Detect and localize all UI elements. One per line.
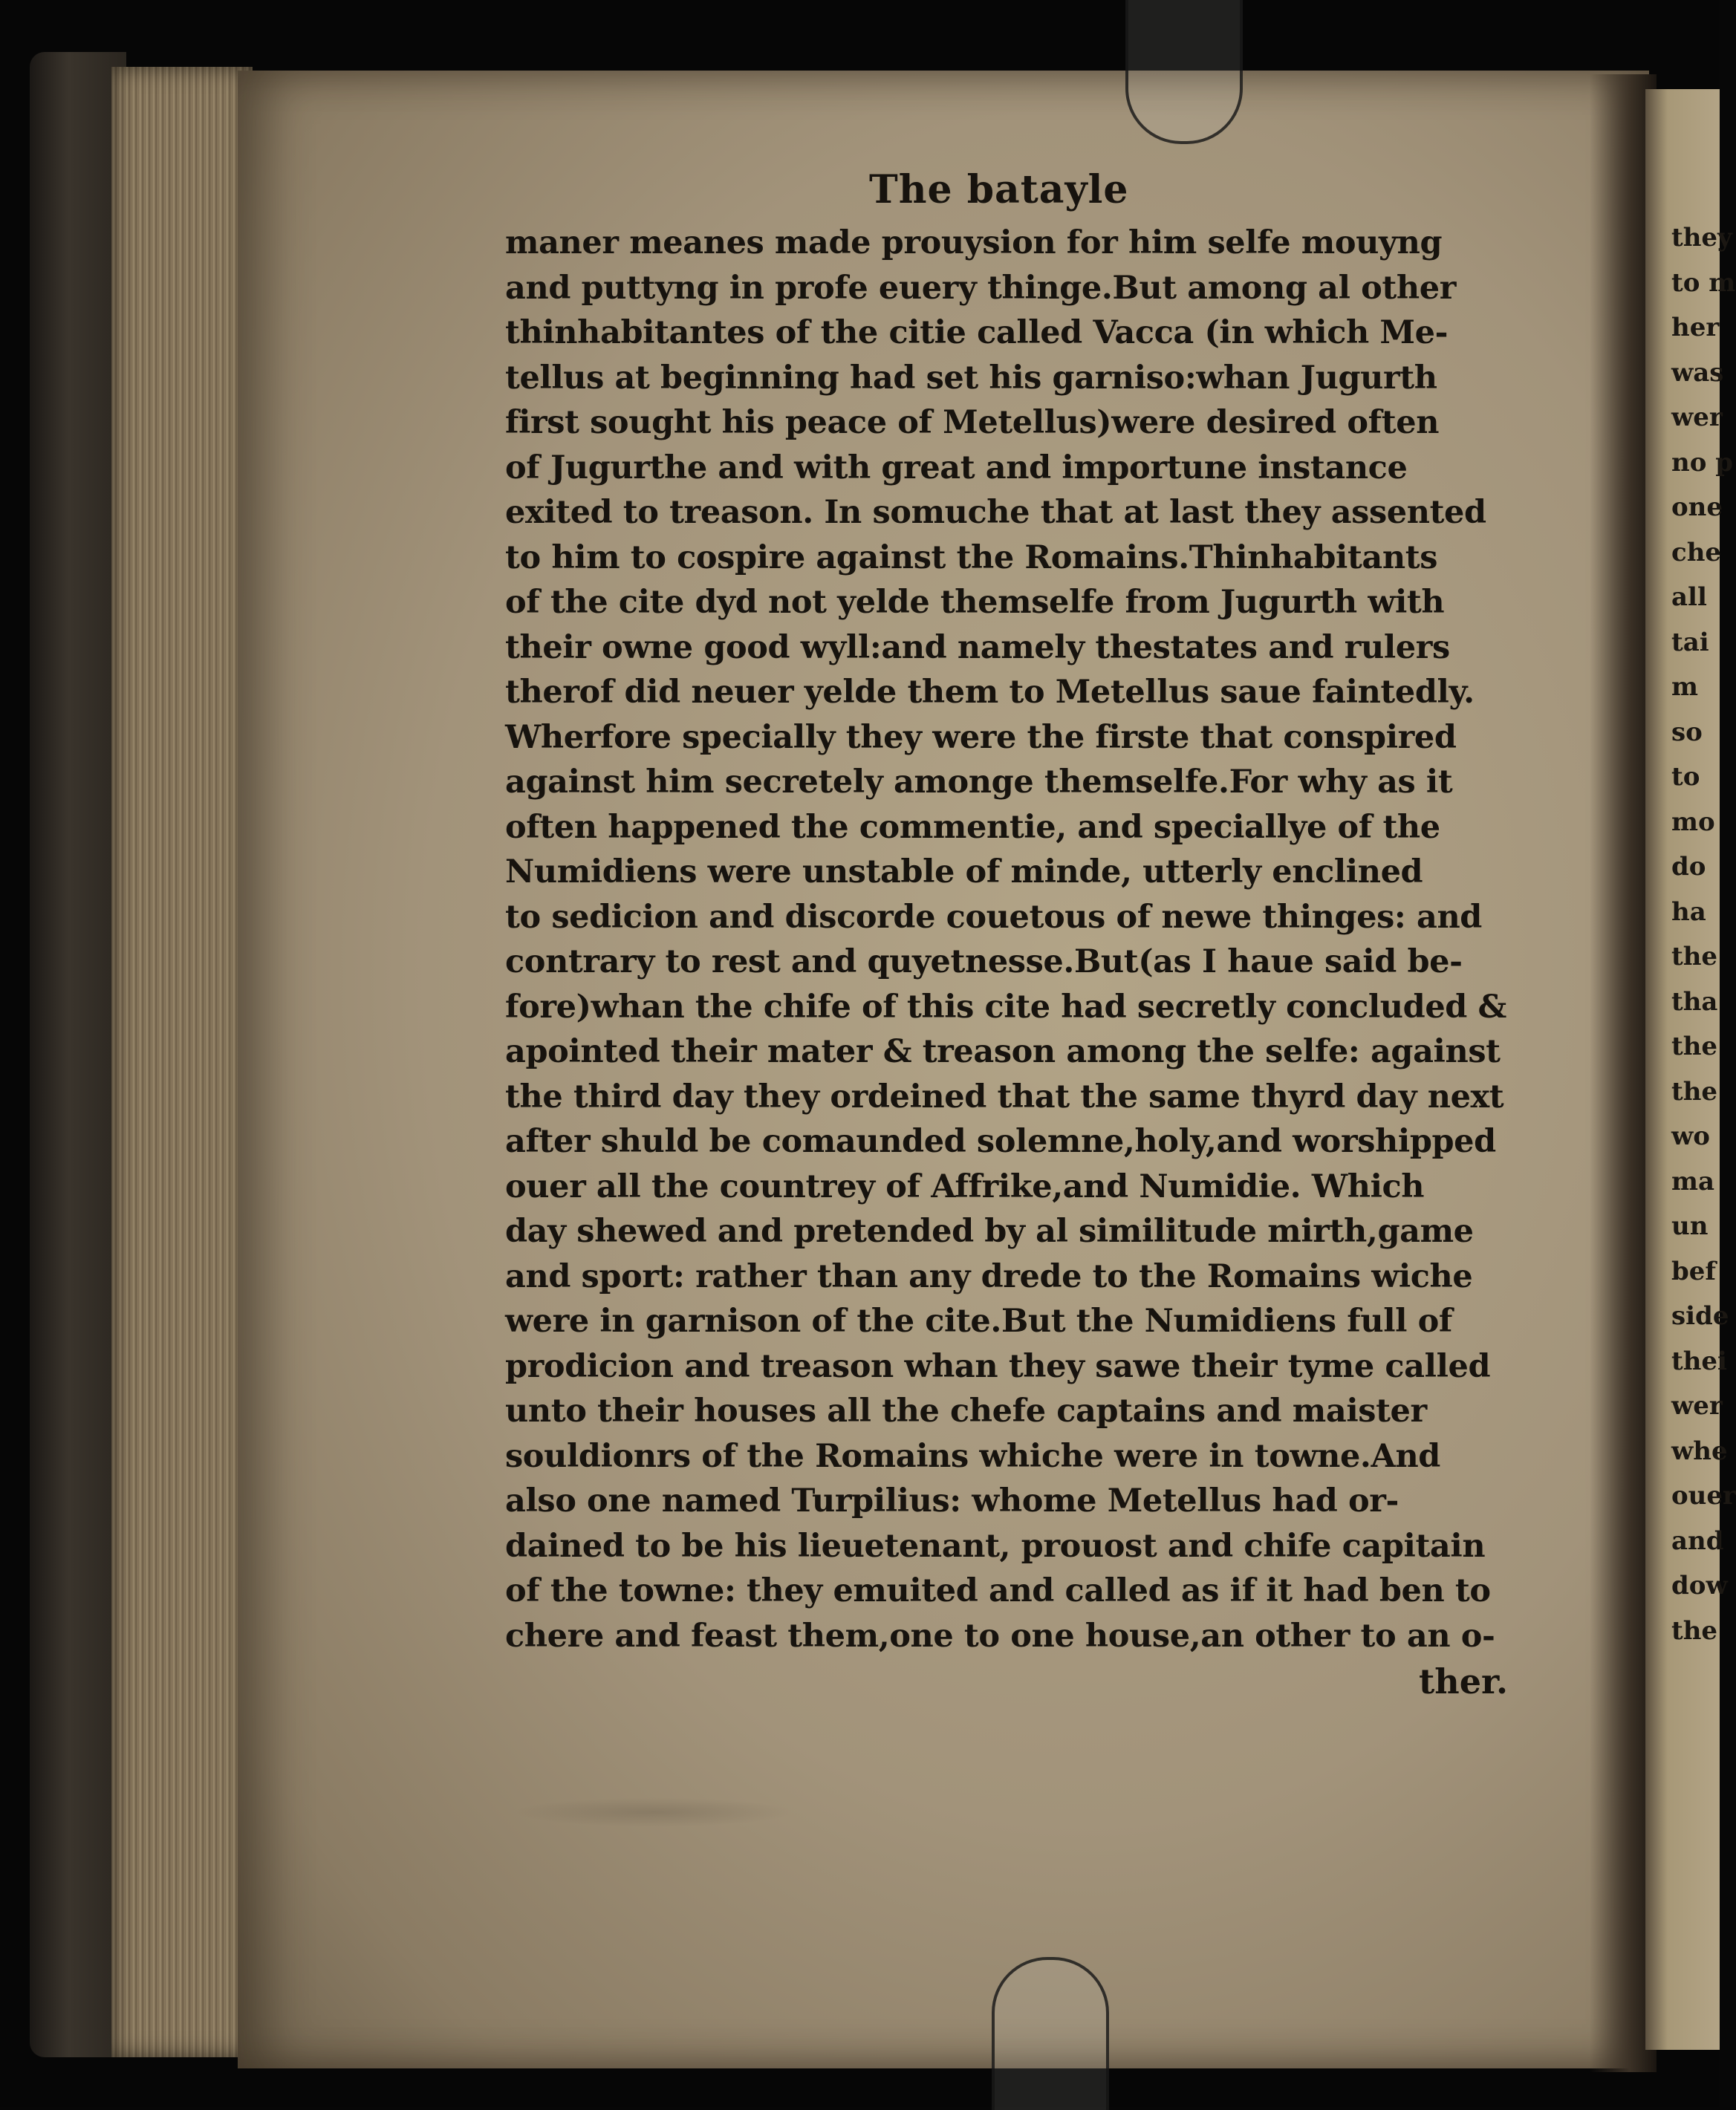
facing-line-fragment: wer bbox=[1671, 403, 1723, 432]
facing-line-fragment: tai bbox=[1671, 627, 1709, 657]
text-line: thinhabitantes of the citie called Vacca (in which Me- bbox=[505, 314, 1449, 351]
facing-line-fragment: the bbox=[1671, 1076, 1718, 1107]
text-line: apointed their mater & treason among the selfe: against bbox=[505, 1033, 1501, 1070]
text-line: chere and feast them,one to one house,an other to an o- bbox=[505, 1617, 1495, 1655]
text-line: after shuld be comaunded solemne,holy,and worshipped bbox=[505, 1123, 1496, 1160]
text-line: exited to treason. In somuche that at last they assented bbox=[505, 494, 1486, 531]
facing-line-fragment: wo bbox=[1671, 1121, 1710, 1151]
text-line: also one named Turpilius: whome Metellus had or- bbox=[505, 1482, 1399, 1520]
page-edges bbox=[111, 67, 253, 2057]
facing-line-fragment: do bbox=[1671, 852, 1706, 882]
facing-line-fragment: all bbox=[1671, 582, 1707, 612]
text-line: and sport: rather than any drede to the Romains wiche bbox=[505, 1257, 1473, 1295]
facing-line-fragment: mo bbox=[1671, 807, 1715, 837]
facing-line-fragment: one bbox=[1671, 492, 1723, 522]
text-line: therof did neuer yelde them to Metellus saue faintedly. bbox=[505, 674, 1475, 711]
facing-line-fragment: the bbox=[1671, 1032, 1718, 1061]
catchword: ther. bbox=[1419, 1661, 1508, 1702]
facing-line-fragment: to m bbox=[1671, 267, 1736, 298]
facing-line-fragment: wer bbox=[1671, 1391, 1723, 1421]
facing-line-fragment: the bbox=[1671, 1615, 1718, 1646]
text-line: fore)whan the chife of this cite had secretly concluded & bbox=[505, 988, 1506, 1026]
text-line: tellus at beginning had set his garniso:whan Jugurth bbox=[505, 359, 1437, 397]
facing-line-fragment: so bbox=[1671, 717, 1703, 747]
text-line: to sedicion and discorde couetous of newe thinges: and bbox=[505, 898, 1482, 936]
facing-line-fragment: and bbox=[1671, 1525, 1724, 1556]
text-line: prodicion and treason whan they sawe their tyme called bbox=[505, 1347, 1491, 1385]
text-line: of the towne: they emuited and called as if it had ben to bbox=[505, 1572, 1491, 1609]
text-line: the third day they ordeined that the same thyrd day next bbox=[505, 1078, 1504, 1116]
page-clip-top bbox=[1125, 0, 1243, 144]
text-line: day shewed and pretended by al similitude mirth,game bbox=[505, 1213, 1474, 1250]
text-line: to him to cospire against the Romains.Thinhabitants bbox=[505, 538, 1438, 576]
text-line: their owne good wyll:and namely thestates and rulers bbox=[505, 628, 1450, 666]
facing-line-fragment: her bbox=[1671, 313, 1720, 342]
facing-line-fragment: to bbox=[1671, 762, 1700, 792]
facing-line-fragment: ma bbox=[1671, 1166, 1715, 1196]
printed-text-block bbox=[505, 160, 1545, 1704]
facing-line-fragment: they bbox=[1671, 223, 1732, 253]
text-line: against him secretely amonge themselfe.For why as it bbox=[505, 763, 1453, 801]
text-line: and puttyng in profe euery thinge.But among al other bbox=[505, 269, 1456, 307]
text-line: were in garnison of the cite.But the Numidiens full of bbox=[505, 1303, 1453, 1340]
text-line: souldionrs of the Romains whiche were in towne.And bbox=[505, 1437, 1440, 1475]
text-line: unto their houses all the chefe captains and maister bbox=[505, 1393, 1427, 1430]
facing-line-fragment: bef bbox=[1671, 1256, 1717, 1286]
facing-line-fragment: tha bbox=[1671, 986, 1718, 1017]
facing-line-fragment: side bbox=[1671, 1301, 1729, 1331]
ink-smudge bbox=[513, 1797, 795, 1827]
facing-page-text bbox=[1671, 215, 1736, 1653]
running-head: The batayle bbox=[869, 167, 1129, 212]
facing-line-fragment: che bbox=[1671, 537, 1722, 567]
facing-line-fragment: ha bbox=[1671, 896, 1706, 927]
page-clip-bottom bbox=[992, 1957, 1109, 2110]
facing-line-fragment: no p bbox=[1671, 447, 1734, 478]
text-line: first sought his peace of Metellus)were desired often bbox=[505, 404, 1440, 441]
text-lines bbox=[505, 221, 1545, 1658]
text-line: maner meanes made prouysion for him selfe mouyng bbox=[505, 224, 1443, 261]
facing-line-fragment: m bbox=[1671, 672, 1698, 702]
facing-line-fragment: thei bbox=[1671, 1346, 1727, 1376]
text-line: often happened the commentie, and speciallye of the bbox=[505, 808, 1440, 846]
text-line: dained to be his lieuetenant, prouost and chife capitain bbox=[505, 1527, 1486, 1565]
text-line: of the cite dyd not yelde themselfe from Jugurth with bbox=[505, 584, 1445, 621]
text-line: contrary to rest and quyetnesse.But(as I haue said be- bbox=[505, 943, 1463, 980]
text-line: Numidiens were unstable of minde, utterly enclined bbox=[505, 853, 1423, 890]
facing-line-fragment: ouer bbox=[1671, 1481, 1736, 1511]
facing-line-fragment: dow bbox=[1671, 1571, 1728, 1601]
facing-line-fragment: was bbox=[1671, 357, 1724, 388]
text-line: ouer all the countrey of Affrike,and Numidie. Which bbox=[505, 1168, 1425, 1205]
facing-line-fragment: un bbox=[1671, 1211, 1709, 1241]
facing-line-fragment: the bbox=[1671, 942, 1718, 971]
text-line: of Jugurthe and with great and importune instance bbox=[505, 449, 1408, 486]
text-line: Wherfore specially they were the firste that conspired bbox=[505, 718, 1457, 756]
facing-line-fragment: whe bbox=[1671, 1436, 1728, 1466]
